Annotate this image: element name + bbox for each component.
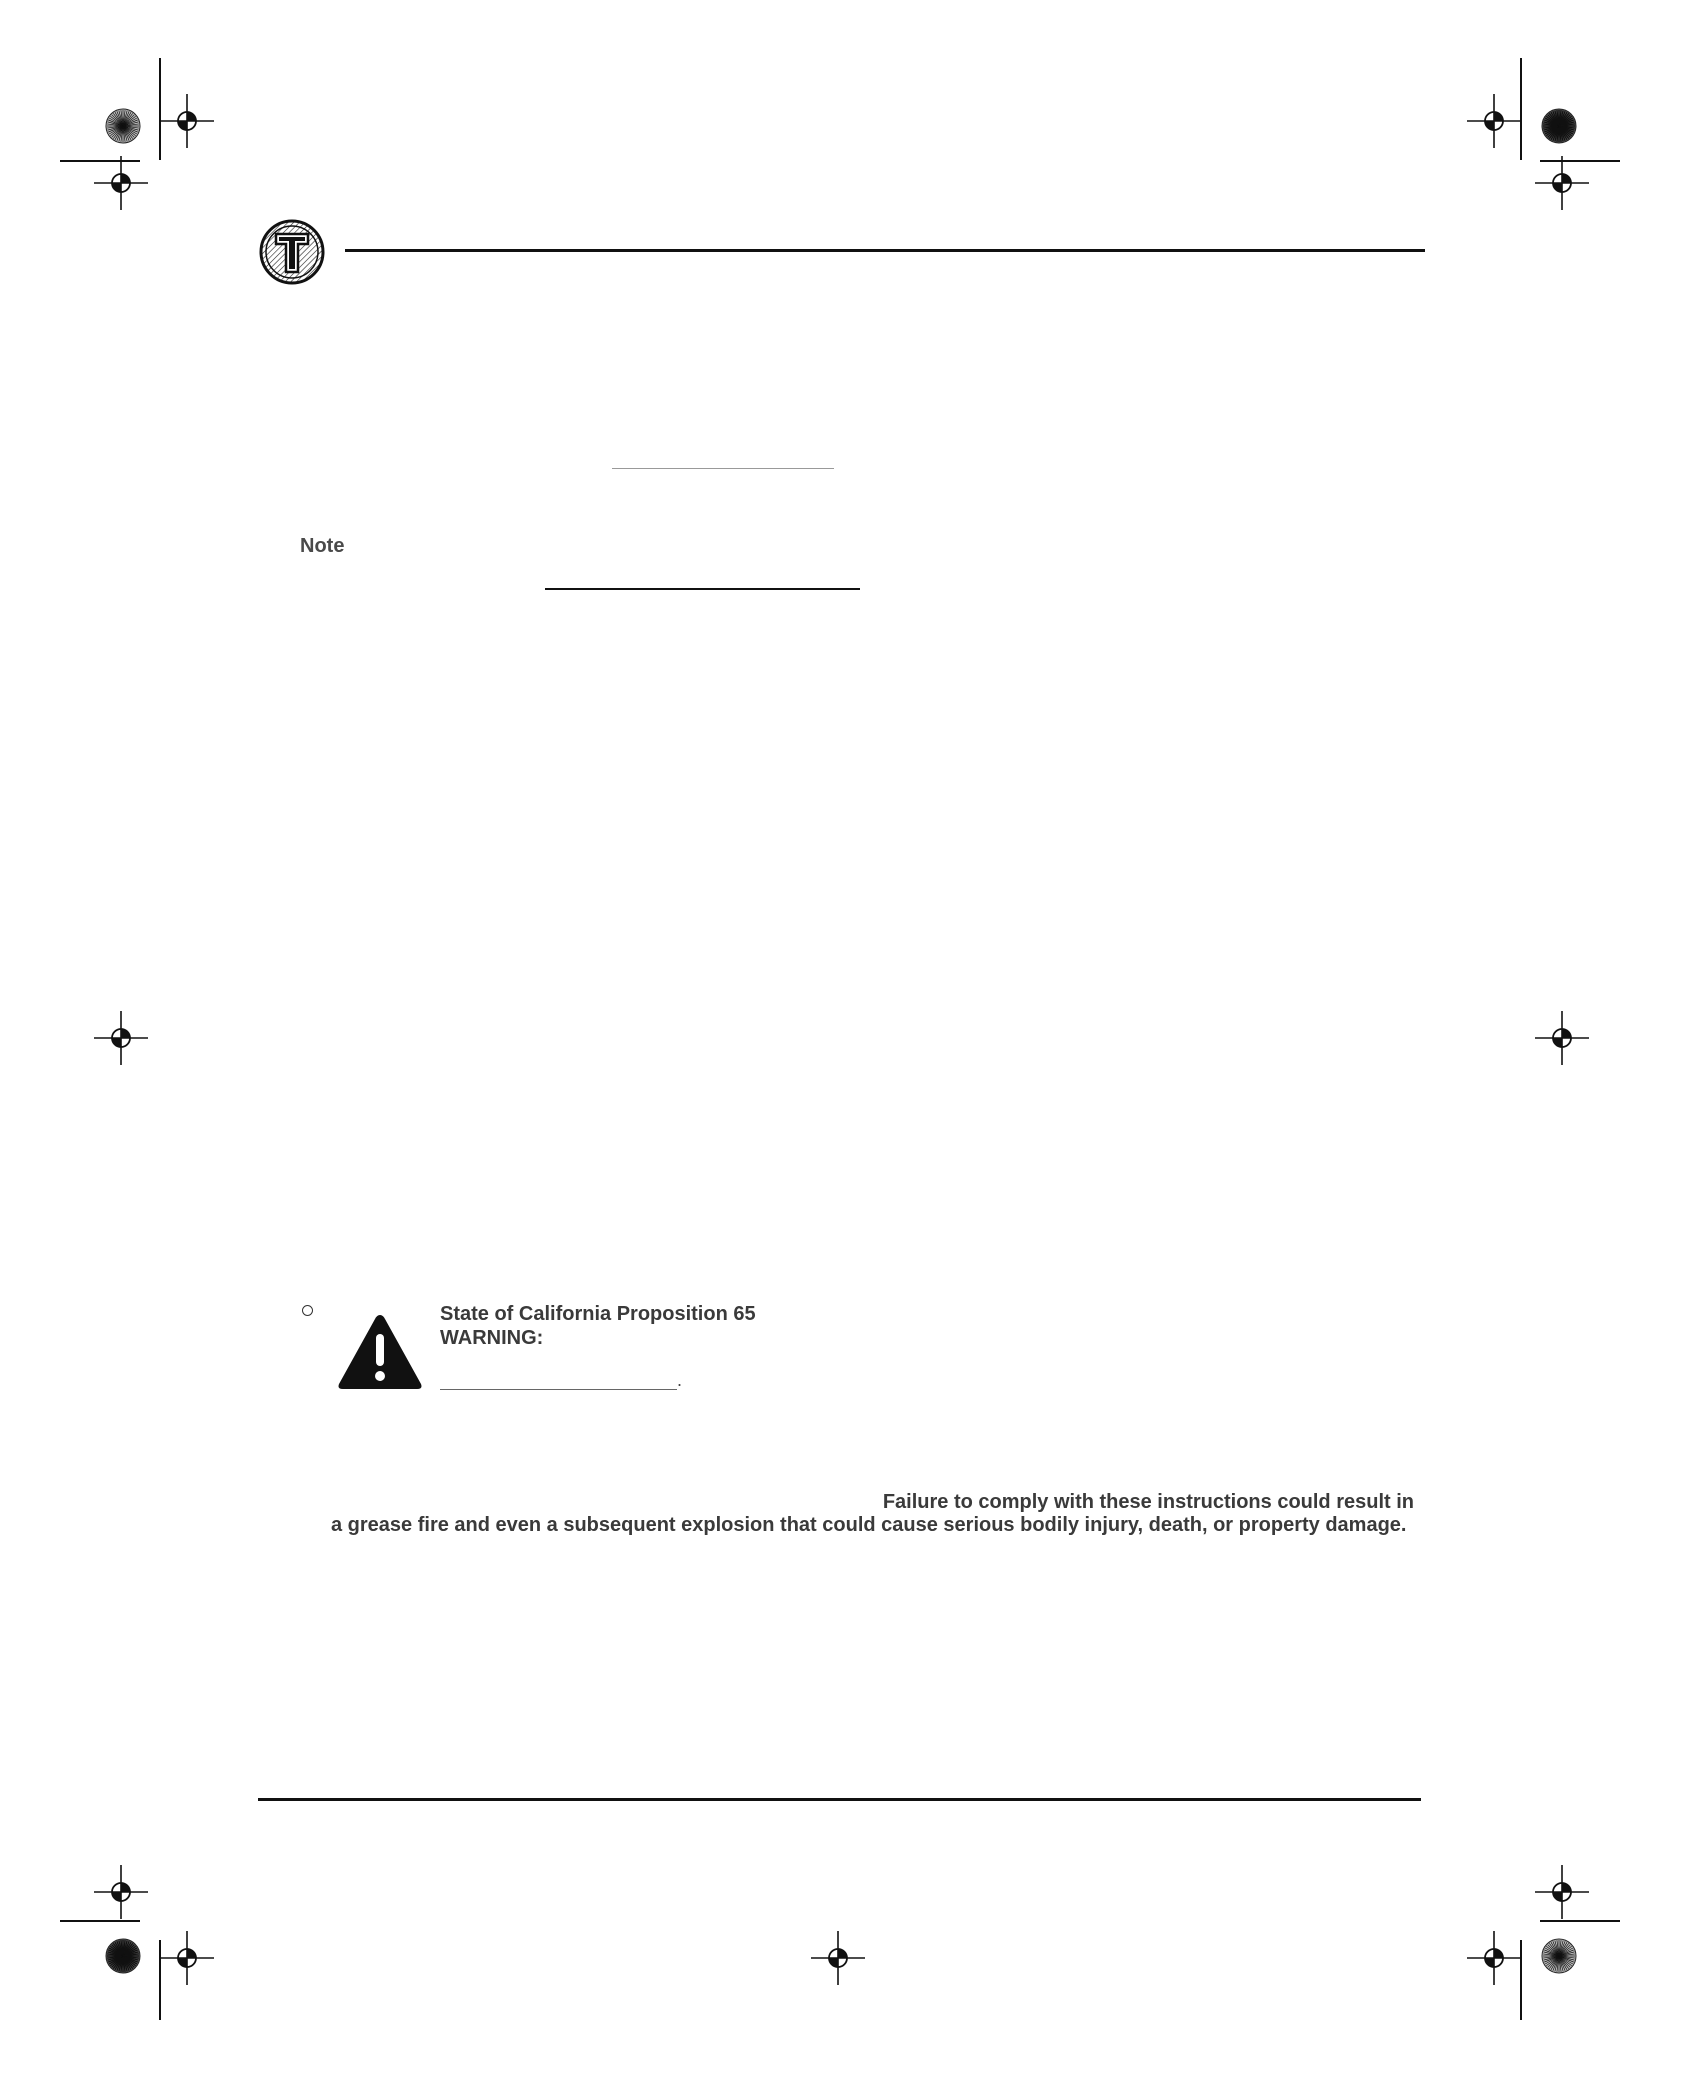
grease-fire-warning-line-1: Failure to comply with these instructions could result in [882, 1491, 1414, 1513]
header-rule [345, 249, 1425, 252]
footer-rule [258, 1798, 1421, 1801]
grease-fire-warning-line-2: a grease fire and even a subsequent explosion that could cause serious bodily injury, death, or property damage. [331, 1514, 1407, 1536]
warning-triangle-icon [336, 1312, 424, 1392]
list-bullet [302, 1305, 313, 1316]
t-logo-icon [258, 218, 326, 286]
blank-underline [440, 1389, 677, 1390]
blank-underline [612, 468, 834, 469]
blank-period: . [677, 1370, 683, 1390]
prop65-warning-label: WARNING: [440, 1327, 544, 1349]
blank-underline [545, 588, 860, 590]
crop-mark [1540, 1920, 1620, 1922]
note-label: Note [300, 535, 345, 557]
crop-mark [60, 1920, 140, 1922]
prop65-title: State of California Proposition 65 [440, 1303, 756, 1325]
